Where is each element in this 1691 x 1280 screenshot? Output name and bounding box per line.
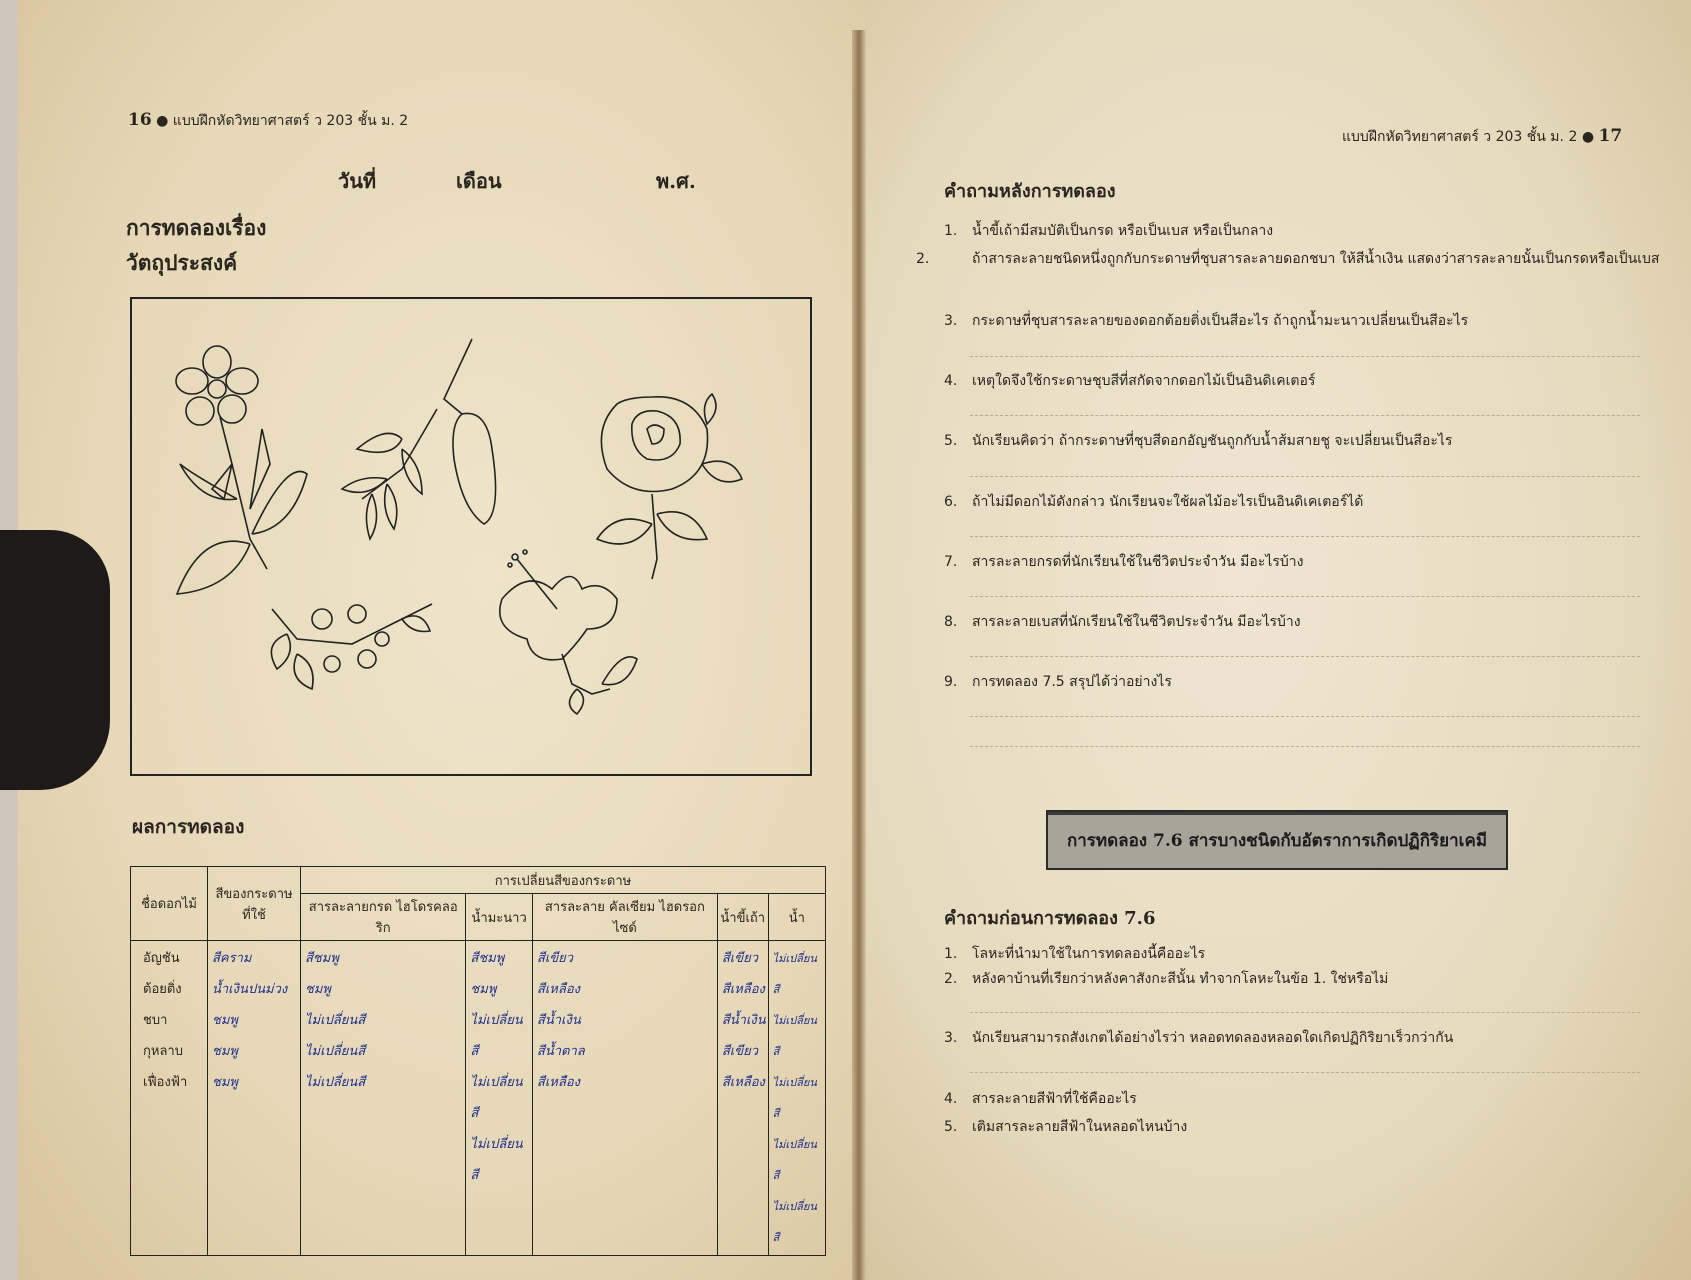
handwritten-entry: ไม่เปลี่ยนสี — [772, 1014, 817, 1058]
flower-name: เฟื่องฟ้า — [143, 1075, 188, 1090]
results-label: ผลการทดลอง — [132, 816, 245, 838]
post-question-4: 4. เหตุใดจึงใช้กระดาษชุบสีที่สกัดจากดอกไม้เป็นอินดิเคเตอร์ — [944, 373, 1316, 389]
handwritten-entry: ไม่เปลี่ยนสี — [305, 1044, 366, 1059]
handwritten-entry: ไม่เปลี่ยนสี — [772, 1200, 817, 1244]
handwritten-entry: สีชมพู — [305, 951, 339, 966]
page-number: 17 — [1598, 126, 1623, 146]
handwritten-entry: ไม่เปลี่ยนสี — [772, 952, 817, 996]
flower-drawing-4 — [271, 604, 432, 689]
left-page — [18, 0, 866, 1280]
flower-name: ต้อยติ่ง — [143, 982, 182, 997]
answer-line — [970, 1072, 1640, 1073]
pre-questions-title: คำถามก่อนการทดลอง 7.6 — [944, 908, 1156, 929]
handwritten-hcl — [301, 941, 466, 1256]
handwritten-entry: สีชมพู — [470, 951, 505, 966]
answer-line — [970, 716, 1640, 717]
sub-col-ash-water: น้ำขี้เถ้า — [717, 894, 768, 941]
post-question-9: 9. การทดลอง 7.5 สรุปได้ว่าอย่างไร — [944, 674, 1172, 690]
handwritten-entry: สีเขียว — [721, 951, 759, 966]
post-question-8: 8. สารละลายเบสที่นักเรียนใช้ในชีวิตประจำวัน มีอะไรบ้าง — [944, 614, 1301, 630]
objective-label: วัตถุประสงค์ — [126, 250, 238, 275]
thumb-shadow — [0, 530, 110, 790]
pre-question-5: 5. เติมสารละลายสีฟ้าในหลอดไหนบ้าง — [944, 1119, 1188, 1135]
handwritten-entry: สีเหลือง — [536, 1075, 580, 1090]
answer-line — [970, 415, 1640, 416]
flower-drawing-1 — [176, 346, 307, 594]
post-question-2: 2. ถ้าสารละลายชนิดหนึ่งถูกกับกระดาษที่ชุบสารละลายดอกชบา ให้สีน้ำเงิน แสดงว่าสารละลายนั้นเป็นกรดหรือเป็นเบส — [916, 251, 1660, 267]
handwritten-entry: สีเขียว — [536, 951, 574, 966]
handwritten-entry: ไม่เปลี่ยนสี — [305, 1013, 366, 1028]
post-question-7: 7. สารละลายกรดที่นักเรียนใช้ในชีวิตประจำวัน มีอะไรบ้าง — [944, 554, 1304, 570]
col-paper-color-header: สีของกระดาษ ที่ใช้ — [208, 867, 301, 941]
handwritten-entry: ชมพู — [212, 1044, 238, 1059]
handwritten-entry: ไม่เปลี่ยนสี — [470, 1137, 523, 1183]
header-bullet: ● — [156, 113, 169, 129]
left-page-header — [128, 110, 408, 132]
handwritten-water — [768, 941, 825, 1256]
handwritten-ash-water — [717, 941, 768, 1256]
handwritten-entry: สีเขียว — [721, 1044, 759, 1059]
post-question-3: 3. กระดาษที่ชุบสารละลายของดอกต้อยติ่งเป็นสีอะไร ถ้าถูกน้ำมะนาวเปลี่ยนเป็นสีอะไร — [944, 313, 1469, 329]
flower-name: อัญชัน — [143, 951, 180, 966]
pre-question-3: 3. นักเรียนสามารถสังเกตได้อย่างไรว่า หลอดทดลองหลอดใดเกิดปฏิกิริยาเร็วกว่ากัน — [944, 1030, 1454, 1046]
post-questions-title: คำถามหลังการทดลอง — [944, 181, 1116, 202]
date-month: เดือน — [456, 169, 502, 193]
page-number: 16 — [128, 110, 152, 130]
header-bullet: ● — [1581, 129, 1595, 145]
post-question-6: 6. ถ้าไม่มีดอกไม้ดังกล่าว นักเรียนจะใช้ผลไม้อะไรเป็นอินดิเคเตอร์ได้ — [944, 494, 1364, 510]
handwritten-entry: ไม่เปลี่ยนสี — [470, 1013, 523, 1059]
book-title: แบบฝึกหัดวิทยาศาสตร์ ว 203 ชั้น ม. 2 — [1342, 129, 1578, 145]
flower-drawing-5 — [500, 550, 637, 714]
handwritten-entry: สีน้ำตาล — [536, 1044, 585, 1059]
handwritten-entry: ไม่เปลี่ยนสี — [305, 1075, 366, 1090]
experiment-heading-box: การทดลอง 7.6 สารบางชนิดกับอัตราการเกิดปฏิกิริยาเคมี — [1046, 810, 1508, 870]
handwritten-entry: ชมพู — [212, 1013, 238, 1028]
handwritten-entry: ชมพู — [212, 1075, 238, 1090]
handwritten-entry: สีน้ำเงิน — [721, 1013, 766, 1028]
answer-line — [970, 746, 1640, 747]
flower-drawings — [132, 299, 810, 774]
answer-line — [970, 536, 1640, 537]
answer-line — [970, 1012, 1640, 1013]
handwritten-entry: ชมพู — [305, 982, 331, 997]
answer-line — [970, 476, 1640, 477]
book-spine — [852, 30, 866, 1280]
flower-names-cell — [131, 941, 208, 1256]
handwritten-lime — [466, 941, 532, 1256]
flower-illustration — [130, 297, 812, 776]
flower-name: ชบา — [143, 1013, 168, 1028]
flower-drawing-3 — [597, 394, 742, 579]
col-group-header: การเปลี่ยนสีของกระดาษ — [301, 867, 826, 894]
handwritten-entry: สีคราม — [212, 951, 252, 966]
handwritten-entry: น้ำเงินปนม่วง — [212, 982, 288, 997]
answer-line — [970, 596, 1640, 597]
flower-drawing-2 — [342, 339, 496, 539]
handwritten-entry: สีเหลือง — [536, 982, 580, 997]
handwritten-caoh — [532, 941, 717, 1256]
pre-question-4: 4. สารละลายสีฟ้าที่ใช้คืออะไร — [944, 1091, 1137, 1107]
post-question-1: 1. น้ำขี้เถ้ามีสมบัติเป็นกรด หรือเป็นเบส หรือเป็นกลาง — [944, 223, 1274, 239]
post-question-5: 5. นักเรียนคิดว่า ถ้ากระดาษที่ชุบสีดอกอัญชันถูกกับน้ำส้มสายชู จะเปลี่ยนเป็นสีอะไร — [944, 433, 1453, 449]
sub-col-lime: น้ำมะนาว — [466, 894, 532, 941]
handwritten-entry: ไม่เปลี่ยนสี — [470, 1075, 523, 1121]
experiment-title: การทดลองเรื่อง — [126, 215, 267, 240]
results-table — [130, 866, 826, 1256]
flower-name: กุหลาบ — [143, 1044, 183, 1059]
answer-line — [970, 356, 1640, 357]
sub-col-water: น้ำ — [768, 894, 825, 941]
sub-col-hcl: สารละลายกรด ไฮโดรคลอริก — [301, 894, 466, 941]
sub-col-caoh: สารละลาย คัลเซียม ไฮดรอกไซด์ — [532, 894, 717, 941]
handwritten-entry: ไม่เปลี่ยนสี — [772, 1138, 817, 1182]
handwritten-entry: สีเหลือง — [721, 1075, 765, 1090]
book-title: แบบฝึกหัดวิทยาศาสตร์ ว 203 ชั้น ม. 2 — [172, 113, 409, 129]
handwritten-paper-color — [208, 941, 301, 1256]
answer-line — [970, 656, 1640, 657]
date-year: พ.ศ. — [656, 169, 696, 193]
col-flower-header: ชื่อดอกไม้ — [131, 867, 208, 941]
date-day: วันที่ — [338, 169, 377, 193]
pre-question-1: 1. โลหะที่นำมาใช้ในการทดลองนี้คืออะไร — [944, 946, 1206, 962]
handwritten-entry: ชมพู — [470, 982, 497, 997]
handwritten-entry: สีน้ำเงิน — [536, 1013, 581, 1028]
handwritten-entry: ไม่เปลี่ยนสี — [772, 1076, 817, 1120]
right-page — [866, 0, 1691, 1280]
right-page-header — [1342, 126, 1622, 148]
pre-question-2: 2. หลังคาบ้านที่เรียกว่าหลังคาสังกะสีนั้น ทำจากโลหะในข้อ 1. ใช่หรือไม่ — [944, 971, 1389, 987]
handwritten-entry: สีเหลือง — [721, 982, 765, 997]
